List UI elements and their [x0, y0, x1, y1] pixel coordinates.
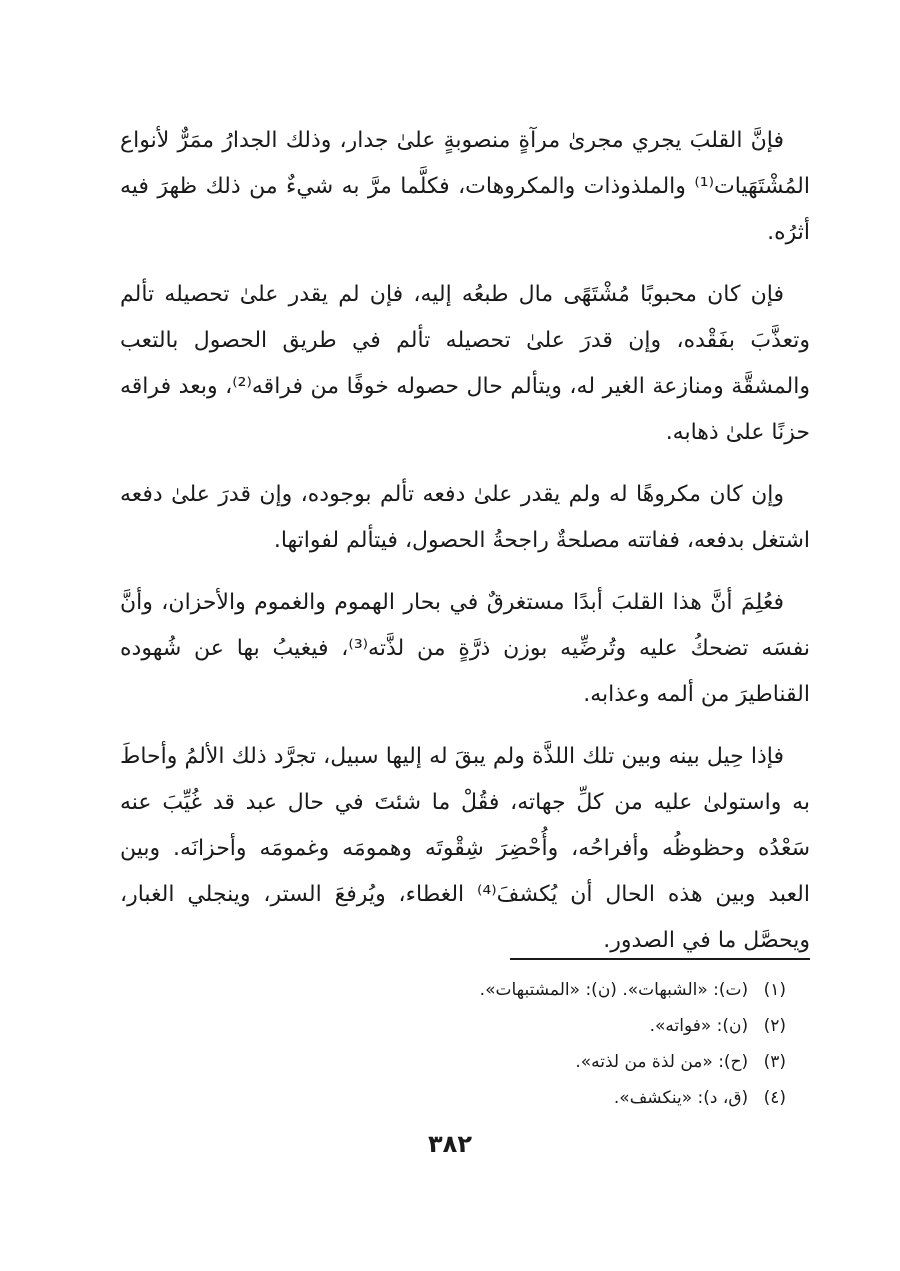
footnote-4 [120, 1080, 810, 1116]
footnote-number: (٢) [763, 1016, 786, 1036]
footnote-number: (١) [763, 980, 786, 1000]
footnote-divider [510, 958, 810, 960]
footnotes [120, 972, 810, 1116]
footnote-text: (ن): «فواته». [649, 1016, 749, 1036]
footnote-2 [120, 1008, 810, 1044]
footnote-text: (ت): «الشبهات». (ن): «المشتبهات». [479, 980, 749, 1000]
footnote-1 [120, 972, 810, 1008]
main-text [120, 118, 810, 980]
footnote-text: (ح): «من لذة من لذته». [575, 1052, 749, 1072]
paragraph-4: فعُلِمَ أنَّ هذا القلبَ أبدًا مستغرقٌ في بحار الهموم والغموم والأحزان، وأنَّ نفسَه تضحكُ عليه وتُرضِّيه بوزن ذرَّةٍ من لذَّته⁽³⁾، فيغيبُ بها عن شُهوده القناطيرَ من ألمه وعذابه. [120, 590, 810, 707]
page-number: ٣٨٢ [428, 1130, 472, 1158]
paragraph-5: فإذا حِيل بينه وبين تلك اللذَّة ولم يبقَ له إليها سبيل، تجرَّد ذلك الألمُ وأحاطَ به واستولىٰ عليه من كلِّ جهاته، فقُلْ ما شئتَ في حال عبد قد غُيِّبَ عنه سَعْدُه وحظوظُه وأفراحُه، وأُحْضِرَ شِقْوتَه وهمومَه وغمومَه وأحزانَه. وبين العبد وبين هذه الحال أن يُكشفَ⁽⁴⁾ الغطاء، ويُرفعَ الستر، وينجلي الغبار، ويحصَّل ما في الصدور. [120, 744, 810, 953]
footnote-number: (٤) [763, 1088, 786, 1108]
footnote-3 [120, 1044, 810, 1080]
paragraph-1: فإنَّ القلبَ يجري مجرىٰ مرآةٍ منصوبةٍ علىٰ جدار، وذلك الجدارُ ممَرٌّ لأنواع المُشْتَهَيات⁽¹⁾ والملذوذات والمكروهات، فكلَّما مرَّ به شيءٌ من ذلك ظهرَ فيه أثرُه. [120, 128, 810, 245]
paragraph-3: وإن كان مكروهًا له ولم يقدر علىٰ دفعه تألم بوجوده، وإن قدرَ علىٰ دفعه اشتغل بدفعه، ففاتته مصلحةٌ راجحةُ الحصول، فيتألم لفواتها. [120, 482, 810, 553]
paragraph-2: فإن كان محبوبًا مُشْتَهًى مال طبعُه إليه، فإن لم يقدر علىٰ تحصيله تألم وتعذَّبَ بفَقْده، وإن قدرَ علىٰ تحصيله تألم في طريق الحصول بالتعب والمشقَّة ومنازعة الغير له، ويتألم حال حصوله خوفًا من فراقه⁽²⁾، وبعد فراقه حزنًا علىٰ ذهابه. [120, 282, 810, 445]
footnote-number: (٣) [763, 1052, 786, 1072]
footnote-text: (ق، د): «ينكشف». [613, 1088, 749, 1108]
